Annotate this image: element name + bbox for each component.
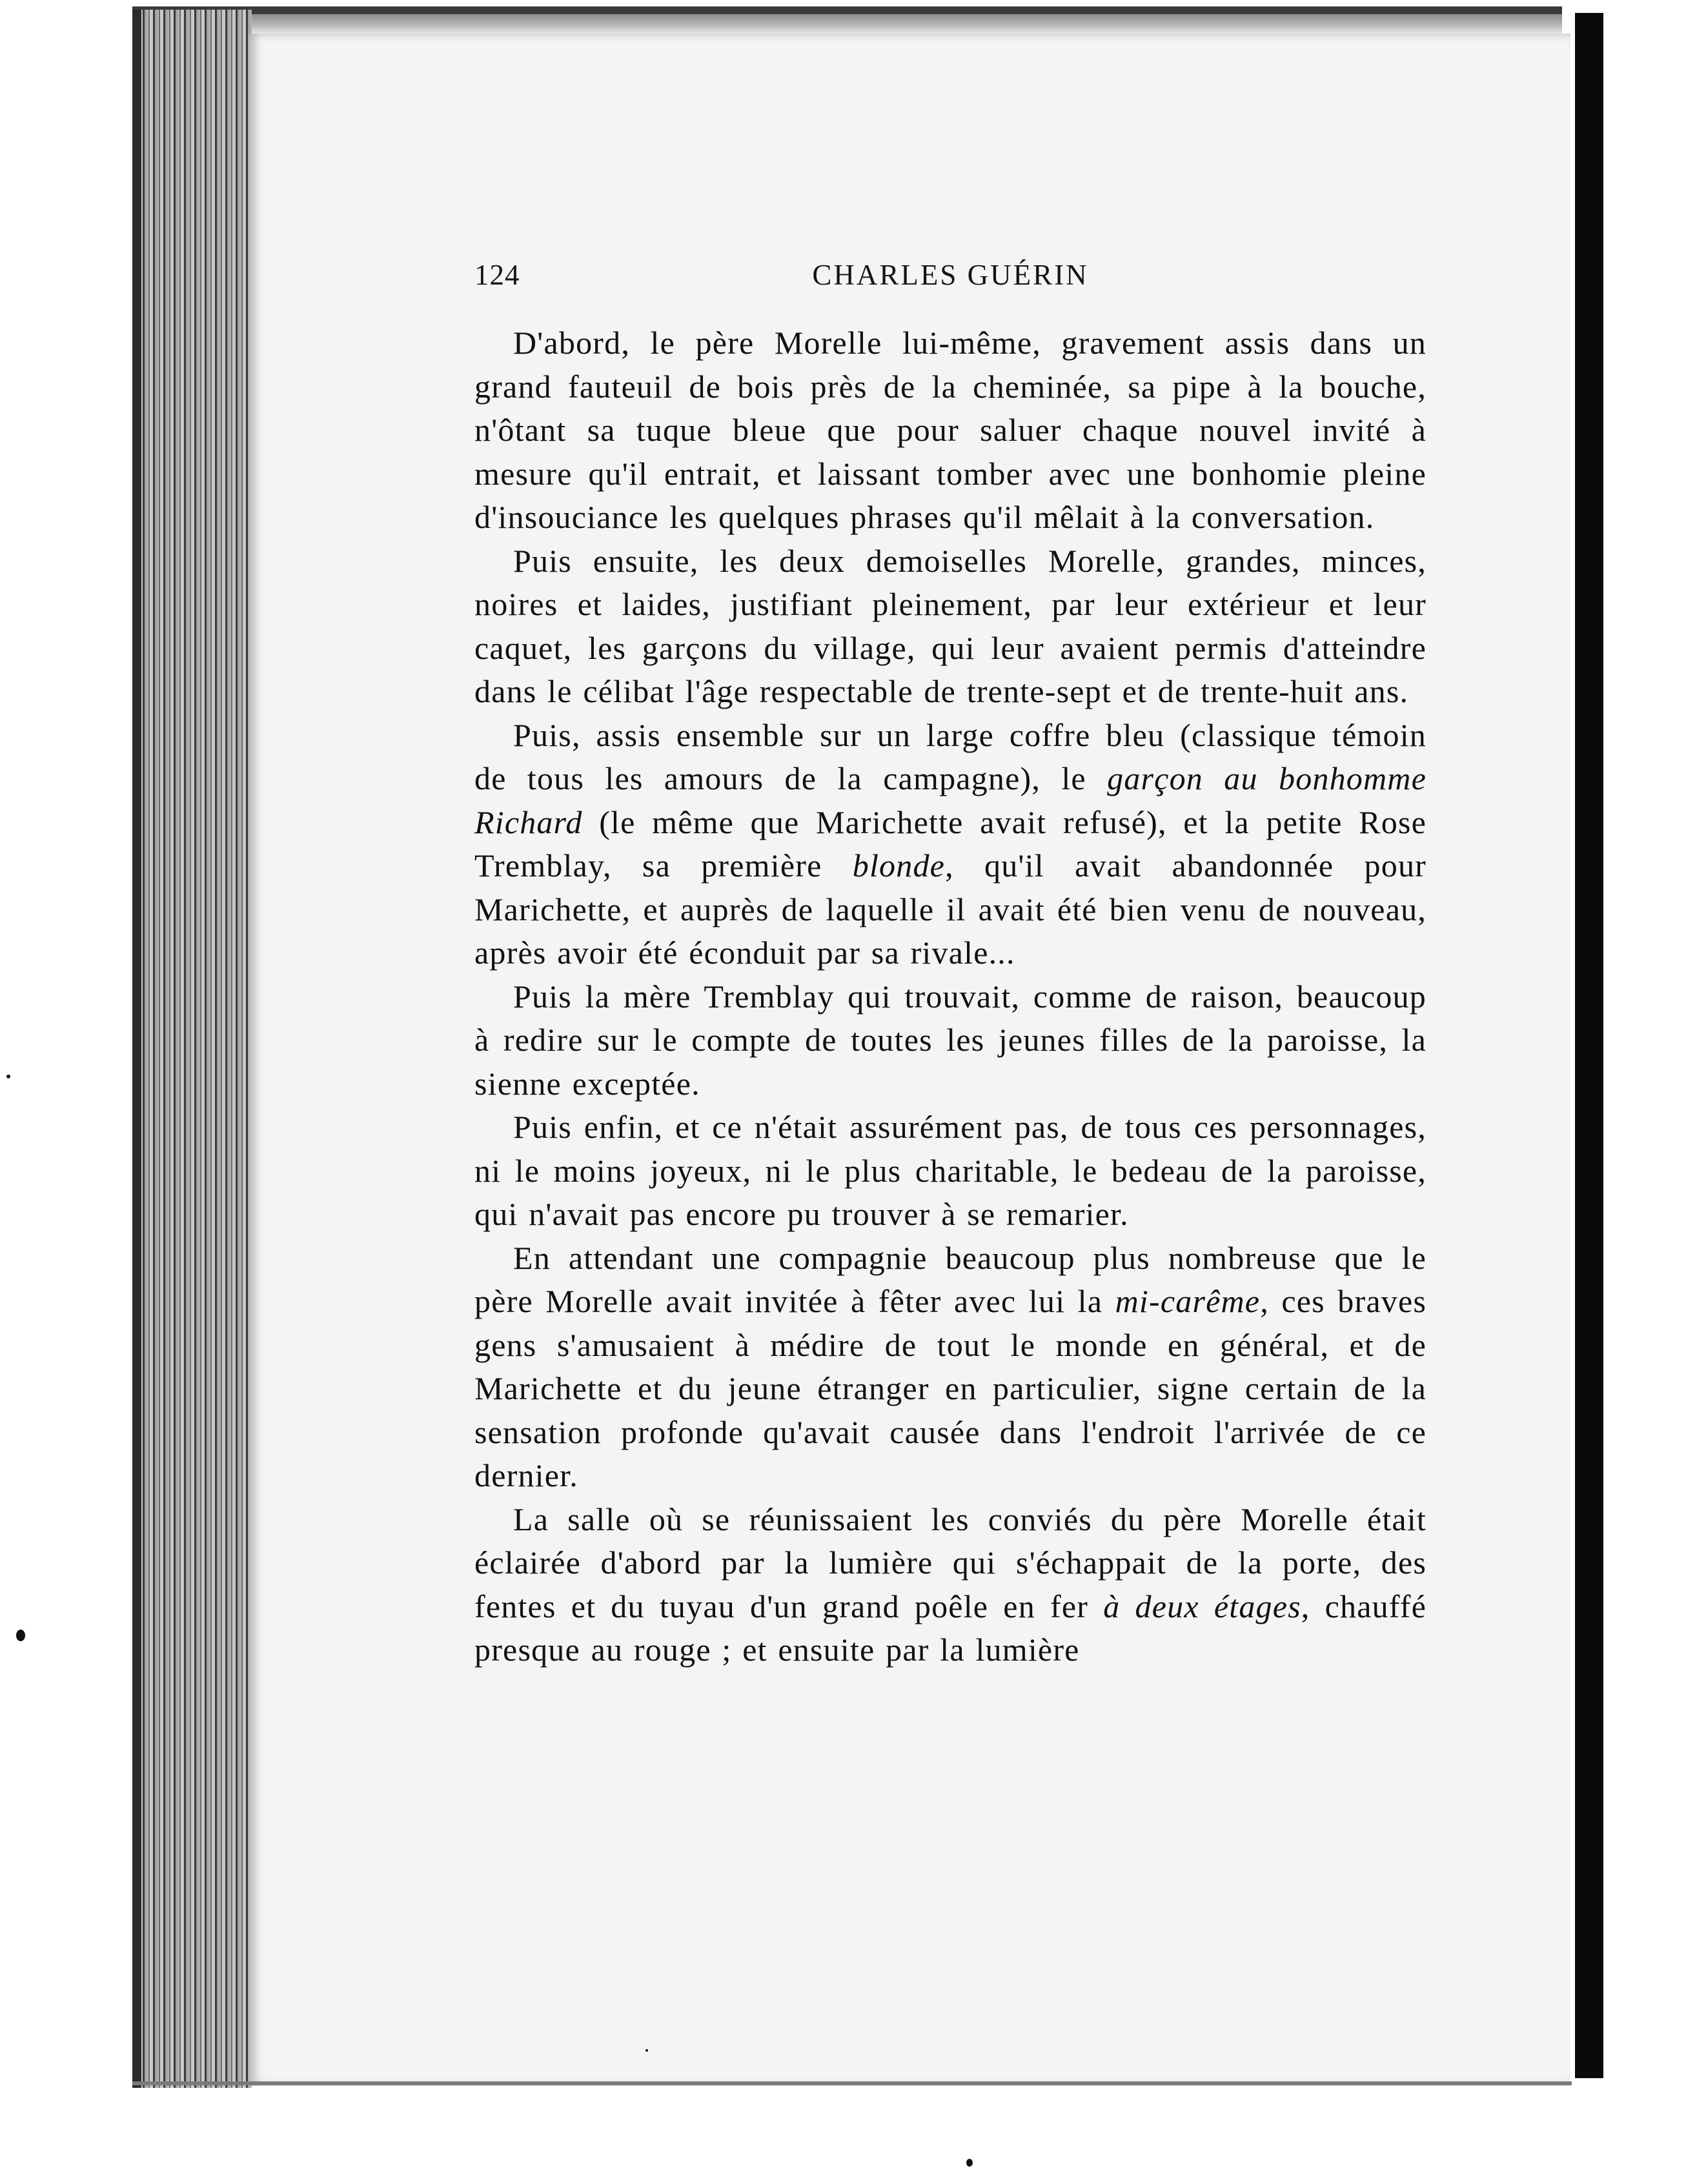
italic-text: blonde bbox=[852, 847, 946, 884]
paragraph bbox=[474, 321, 1427, 540]
page-number: 124 bbox=[474, 259, 520, 291]
text-run: , qu'il avait abandonnée pour Marichette, et auprès de laquelle il avait été bien venu de nouveau, après avoir été éconduit par sa rivale... bbox=[474, 847, 1427, 971]
paragraph bbox=[474, 975, 1427, 1106]
scan-speck bbox=[645, 2049, 648, 2052]
text-run: La salle où se réunissaient les conviés du père Morelle était éclairée d'abord par la lumière qui s'échappait de la porte, des fentes et du tuyau d'un grand poêle en fer bbox=[474, 1501, 1427, 1624]
paragraph bbox=[474, 540, 1427, 714]
book-top-edge bbox=[132, 6, 1562, 34]
paragraph bbox=[474, 1106, 1427, 1237]
text-run: En attendant une compagnie beaucoup plus nombreuse que le père Morelle avait invitée à fêter avec lui la bbox=[474, 1239, 1427, 1319]
italic-text: à deux étages bbox=[1103, 1588, 1301, 1624]
paragraph bbox=[474, 714, 1427, 975]
scan-speck bbox=[6, 1075, 10, 1078]
scan-speck bbox=[16, 1630, 25, 1641]
text-run: D'abord, le père Morelle lui-même, gravement assis dans un grand fauteuil de bois près de la cheminée, sa pipe à la bouche, n'ôtant sa tuque bleue que pour saluer chaque nouvel invité à mesure qu'il entrait, et laissant tomber avec une bonhomie pleine d'insouciance les quelques phrases qu'il mêlait à la conversation. bbox=[474, 325, 1427, 535]
paragraph bbox=[474, 1498, 1427, 1672]
text-run: Puis, assis ensemble sur un large coffre bleu (classique témoin de tous les amours de la campagne), le bbox=[474, 716, 1427, 796]
paragraph bbox=[474, 1237, 1427, 1498]
text-run: , chauffé presque au rouge ; et ensuite par la lumière bbox=[474, 1588, 1427, 1668]
text-run: Puis ensuite, les deux demoiselles Morelle, grandes, minces, noires et laides, justifiant pleinement, par leur extérieur et leur caquet, les garçons du village, qui leur avaient permis d'atteindre dans le célibat l'âge respectable de trente-sept et de trente-huit ans. bbox=[474, 542, 1427, 709]
italic-text: garçon au bonhomme Richard bbox=[474, 760, 1427, 840]
running-head: CHARLES GUÉRIN bbox=[812, 259, 1089, 291]
book-bottom-edge bbox=[132, 2081, 1572, 2085]
text-run: , ces braves gens s'amusaient à médire de tout le monde en général, et de Marichette et du jeune étranger en particulier, signe certain de la sensation profonde qu'avait causée dans l'endroit l'arrivée de ce dernier. bbox=[474, 1283, 1427, 1493]
facing-page-edge bbox=[1575, 13, 1603, 2078]
text-run: Puis enfin, et ce n'était assurément pas, de tous ces personnages, ni le moins joyeux, ni le plus charitable, le bedeau de la paroisse, qui n'avait pas encore pu trouver à se remarier. bbox=[474, 1109, 1427, 1232]
italic-text: mi-carême bbox=[1115, 1283, 1261, 1319]
page-header bbox=[474, 258, 1427, 303]
text-run: (le même que Marichette avait refusé), et la petite Rose Tremblay, sa première bbox=[474, 804, 1427, 884]
body-text bbox=[474, 321, 1427, 1672]
scan-speck bbox=[966, 2159, 973, 2167]
book-page-edges bbox=[132, 10, 252, 2088]
text-run: Puis la mère Tremblay qui trouvait, comme de raison, beaucoup à redire sur le compte de toutes les jeunes filles de la paroisse, la sienne exceptée. bbox=[474, 978, 1427, 1102]
book-spine-shadow bbox=[132, 10, 141, 2088]
